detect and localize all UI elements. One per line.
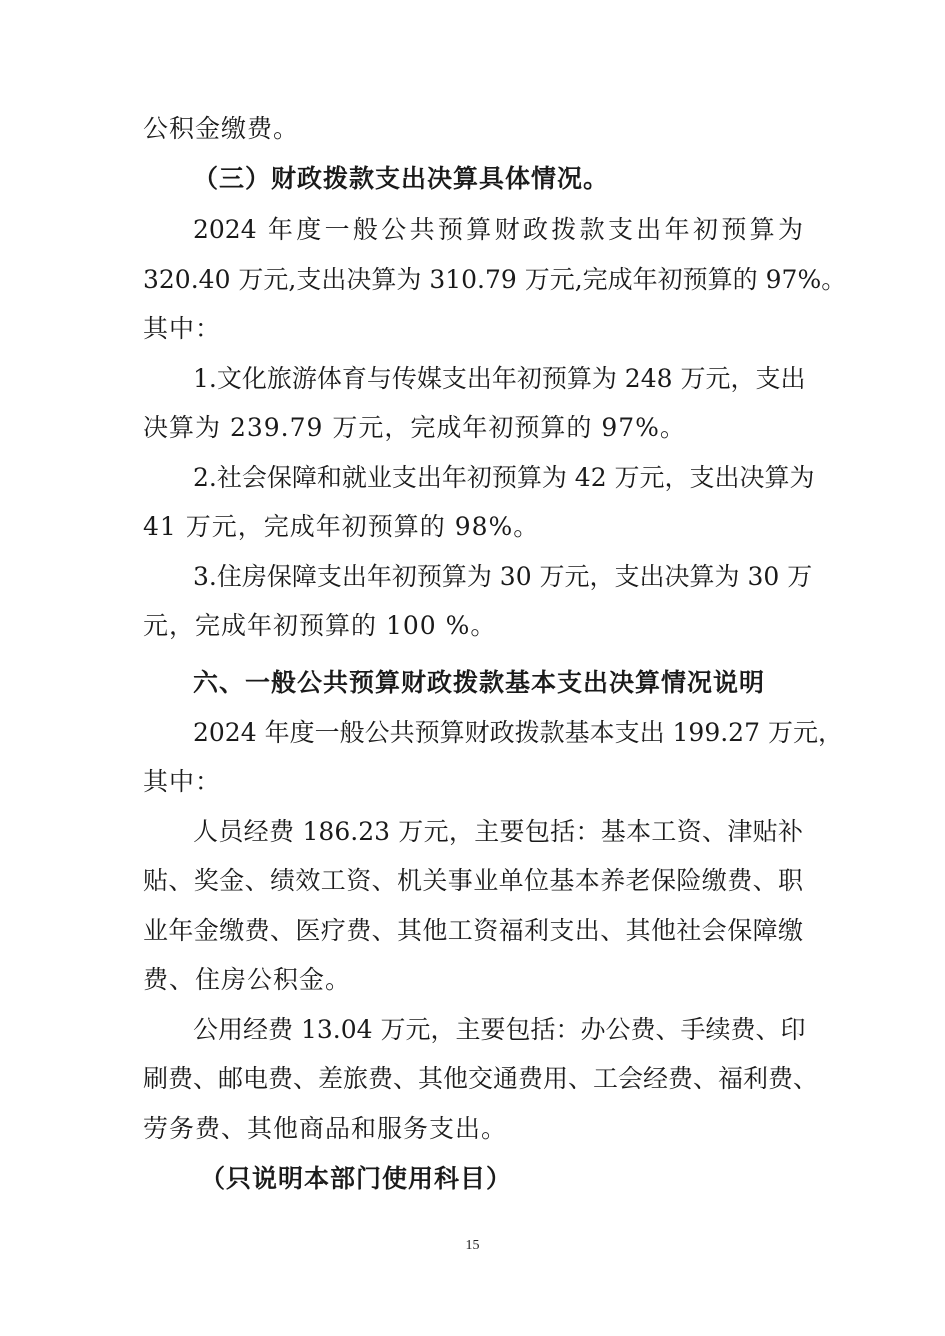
page-number: 15 xyxy=(465,1238,480,1253)
paragraph-line: 劳务费、其他商品和服务支出。 xyxy=(143,1114,508,1143)
paragraph-line: 其中： xyxy=(143,314,222,343)
paragraph-line: 2024 年度一般公共预算财政拨款基本支出 199.27 万元， xyxy=(193,718,843,747)
subsection-heading: （三）财政拨款支出决算具体情况。 xyxy=(193,164,610,193)
list-item-line: 决算为 239.79 万元，完成年初预算的 97%。 xyxy=(143,413,686,442)
paragraph-line: 其中： xyxy=(143,767,222,796)
paragraph-line: 2024 年度一般公共预算财政拨款支出年初预算为 xyxy=(193,215,803,244)
paragraph-line: 贴、奖金、绩效工资、机关事业单位基本养老保险缴费、职 xyxy=(143,866,803,895)
note-line: （只说明本部门使用科目） xyxy=(200,1164,513,1193)
paragraph-line: 费、住房公积金。 xyxy=(143,965,352,994)
paragraph-line: 公用经费 13.04 万元，主要包括：办公费、手续费、印 xyxy=(193,1015,806,1044)
paragraph-line: 业年金缴费、医疗费、其他工资福利支出、其他社会保障缴 xyxy=(143,916,803,945)
list-item-line: 元，完成年初预算的 100 %。 xyxy=(143,611,497,640)
paragraph-line: 人员经费 186.23 万元，主要包括：基本工资、津贴补 xyxy=(193,817,803,846)
list-item-line: 3.住房保障支出年初预算为 30 万元，支出决算为 30 万 xyxy=(193,562,813,591)
section-heading: 六、一般公共预算财政拨款基本支出决算情况说明 xyxy=(193,668,766,697)
paragraph-line: 320.40 万元,支出决算为 310.79 万元,完成年初预算的 97%。 xyxy=(143,265,847,294)
paragraph-line: 公积金缴费。 xyxy=(143,114,300,143)
list-item-line: 2.社会保障和就业支出年初预算为 42 万元，支出决算为 xyxy=(193,463,815,492)
list-item-line: 1.文化旅游体育与传媒支出年初预算为 248 万元，支出 xyxy=(193,364,806,393)
list-item-line: 41 万元，完成年初预算的 98%。 xyxy=(143,512,540,541)
paragraph-line: 刷费、邮电费、差旅费、其他交通费用、工会经费、福利费、 xyxy=(143,1064,819,1093)
